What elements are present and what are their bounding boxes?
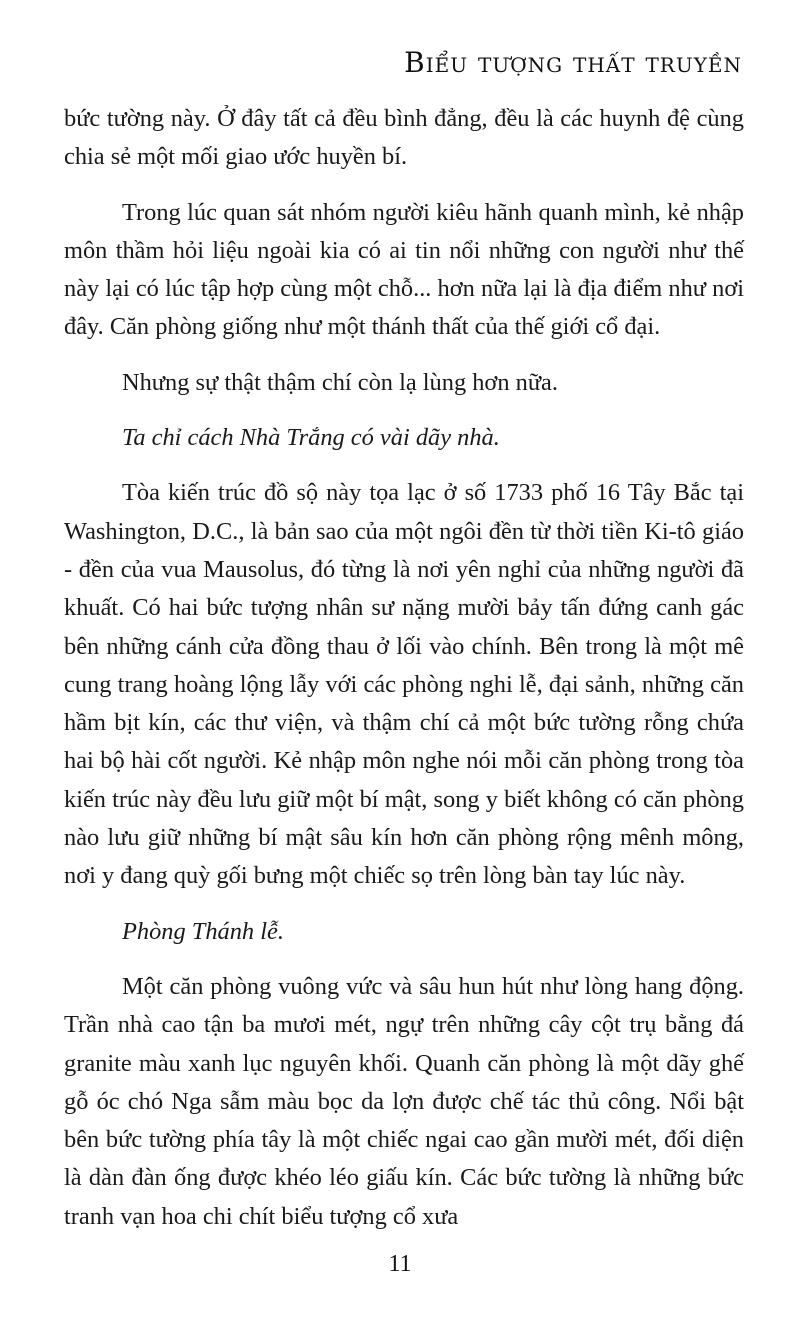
paragraph: Một căn phòng vuông vức và sâu hun hút như lòng hang động. Trần nhà cao tận ba mươi mét, ngự trên những cây cột trụ bằng đá granite màu xanh lục nguyên khối. Quanh căn phòng là một dãy ghế gỗ óc chó Nga sẫm màu bọc da lợn được chế tác thủ công. Nổi bật bên bức tường phía tây là một chiếc ngai cao gần mười mét, đối diện là dàn đàn ống được khéo léo giấu kín. Các bức tường là những bức tranh vạn hoa chi chít biểu tượng cổ xưa <box>64 972 744 1230</box>
body-text <box>64 100 744 1253</box>
paragraph: Nhưng sự thật thậm chí còn lạ lùng hơn nữa. <box>122 368 558 396</box>
paragraph: Trong lúc quan sát nhóm người kiêu hãnh quanh mình, kẻ nhập môn thầm hỏi liệu ngoài kia có ai tin nổi những con người như thế này lại có lúc tập hợp cùng một chỗ... hơn nữa lại là địa điểm như nơi đây. Căn phòng giống như một thánh thất của thế giới cổ đại. <box>64 198 744 341</box>
paragraph-italic: Ta chỉ cách Nhà Trắng có vài dãy nhà. <box>122 424 500 452</box>
page-number: 11 <box>388 1251 412 1277</box>
running-header-title: Biểu tượng thất truyền <box>404 46 742 79</box>
paragraph: Tòa kiến trúc đồ sộ này tọa lạc ở số 1733 phố 16 Tây Bắc tại Washington, D.C., là bản sao của một ngôi đền từ thời tiền Ki-tô giáo - đền của vua Mausolus, đó từng là nơi yên nghỉ của những người đã khuất. Có hai bức tượng nhân sư nặng mười bảy tấn đứng canh gác bên những cánh cửa đồng thau ở lối vào chính. Bên trong là một mê cung trang hoàng lộng lẫy với các phòng nghi lễ, đại sảnh, những căn hầm bịt kín, các thư viện, và thậm chí cả một bức tường rỗng chứa hai bộ hài cốt người. Kẻ nhập môn nghe nói mỗi căn phòng trong tòa kiến trúc này đều lưu giữ một bí mật, song y biết không có căn phòng nào lưu giữ những bí mật sâu kín hơn căn phòng rộng mênh mông, nơi y đang quỳ gối bưng một chiếc sọ trên lòng bàn tay lúc này. <box>64 479 744 890</box>
paragraph-continuation: bức tường này. Ở đây tất cả đều bình đẳng, đều là các huynh đệ cùng chia sẻ một mối giao ước huyền bí. <box>64 105 744 171</box>
paragraph-italic: Phòng Thánh lễ. <box>122 917 284 945</box>
